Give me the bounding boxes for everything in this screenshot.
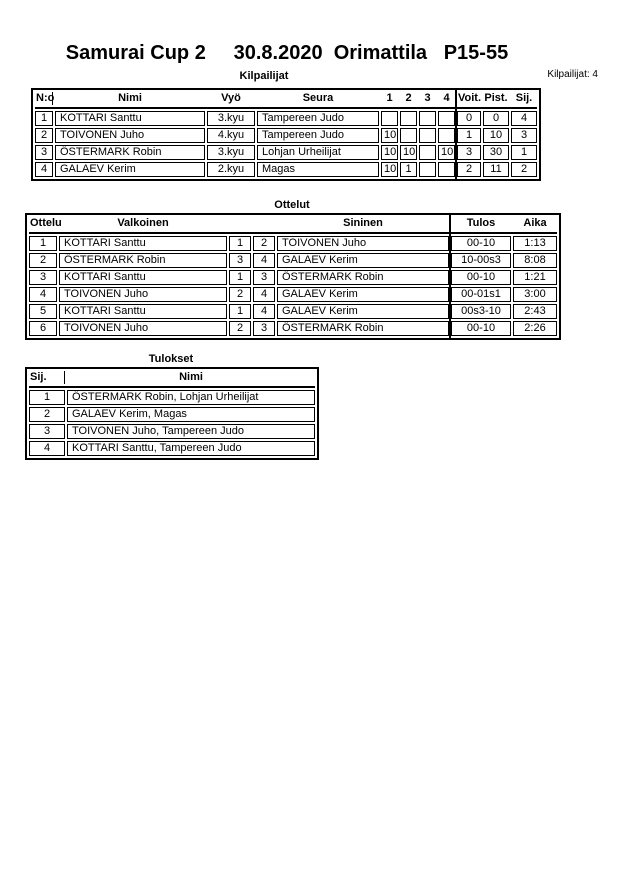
match-time: 2:26 <box>513 321 557 336</box>
blue-player-number: 2 <box>253 236 275 251</box>
column-header: Sininen <box>343 217 383 229</box>
match-result: 00-10 <box>451 236 511 251</box>
table-row <box>35 145 537 160</box>
column-header: Pist. <box>484 92 508 104</box>
match-points-cell <box>419 111 436 126</box>
match-number: 1 <box>29 236 57 251</box>
white-player-number: 1 <box>229 270 251 285</box>
table-row <box>29 287 557 302</box>
points-cell: 10 <box>483 128 509 143</box>
blue-player-name: ÖSTERMARK Robin <box>277 321 449 336</box>
white-player-name: TOIVONEN Juho <box>59 287 227 302</box>
blue-player-number: 4 <box>253 304 275 319</box>
matches-table <box>25 213 561 340</box>
competitor-number: 4 <box>35 162 53 177</box>
competitor-number: 3 <box>35 145 53 160</box>
competitor-name: GALAEV Kerim <box>55 162 205 177</box>
competitor-belt: 4.kyu <box>207 128 255 143</box>
match-number: 5 <box>29 304 57 319</box>
match-number: 3 <box>29 270 57 285</box>
competitor-name: ÖSTERMARK Robin <box>55 145 205 160</box>
match-time: 8:08 <box>513 253 557 268</box>
place-cell: 4 <box>29 441 65 456</box>
white-player-number: 2 <box>229 287 251 302</box>
match-points-cell <box>419 162 436 177</box>
wins-cell: 0 <box>457 111 481 126</box>
blue-player-name: ÖSTERMARK Robin <box>277 270 449 285</box>
blue-player-number: 4 <box>253 287 275 302</box>
column-header: Aika <box>523 217 547 229</box>
place-cell: 3 <box>29 424 65 439</box>
column-header: Sij. <box>515 92 533 104</box>
match-points-cell <box>419 128 436 143</box>
column-divider <box>455 88 457 181</box>
match-number: 2 <box>29 253 57 268</box>
column-header: N:o <box>36 92 55 104</box>
blue-player-number: 3 <box>253 270 275 285</box>
match-time: 1:13 <box>513 236 557 251</box>
place-cell: 4 <box>511 111 537 126</box>
white-player-number: 1 <box>229 236 251 251</box>
column-divider <box>449 213 451 340</box>
column-header: Ottelu <box>30 217 62 229</box>
match-time: 2:43 <box>513 304 557 319</box>
white-player-name: KOTTARI Santtu <box>59 270 227 285</box>
section-label-tulokset: Tulokset <box>148 353 194 365</box>
competitor-number: 1 <box>35 111 53 126</box>
competitor-belt: 3.kyu <box>207 145 255 160</box>
white-player-name: TOIVONEN Juho <box>59 321 227 336</box>
column-header: Seura <box>302 92 334 104</box>
match-points-cell: 10 <box>438 145 455 160</box>
section-label-ottelut: Ottelut <box>274 199 310 211</box>
competitor-club: Magas <box>257 162 379 177</box>
match-points-cell <box>438 128 455 143</box>
place-cell: 1 <box>29 390 65 405</box>
points-cell: 11 <box>483 162 509 177</box>
match-result: 10-00s3 <box>451 253 511 268</box>
table-row <box>35 111 537 126</box>
white-player-number: 2 <box>229 321 251 336</box>
wins-cell: 1 <box>457 128 481 143</box>
table-row <box>29 407 315 422</box>
match-points-cell <box>381 111 398 126</box>
competitor-club: Lohjan Urheilijat <box>257 145 379 160</box>
wins-cell: 3 <box>457 145 481 160</box>
column-header: 4 <box>443 92 450 104</box>
match-points-cell <box>400 111 417 126</box>
column-header: Voit. <box>458 92 482 104</box>
table-row <box>29 321 557 336</box>
column-header: Tulos <box>466 217 496 229</box>
table-row <box>29 270 557 285</box>
page-title: Samurai Cup 2 30.8.2020 Orimattila P15-55 <box>65 42 509 64</box>
results-table <box>25 367 319 460</box>
white-player-name: KOTTARI Santtu <box>59 304 227 319</box>
table-row <box>35 128 537 143</box>
competitor-name: TOIVONEN Juho <box>55 128 205 143</box>
table-row <box>29 441 315 456</box>
result-name: ÖSTERMARK Robin, Lohjan Urheilijat <box>67 390 315 405</box>
column-header: Valkoinen <box>117 217 169 229</box>
match-result: 00s3-10 <box>451 304 511 319</box>
match-points-cell <box>438 111 455 126</box>
blue-player-name: GALAEV Kerim <box>277 287 449 302</box>
column-header: Nimi <box>179 371 203 383</box>
match-points-cell: 10 <box>400 145 417 160</box>
table-header-row <box>35 92 537 105</box>
match-points-cell <box>438 162 455 177</box>
match-points-cell: 10 <box>381 128 398 143</box>
section-label-kilpailijat: Kilpailijat <box>239 70 289 82</box>
header-separator <box>29 232 557 234</box>
column-header: 3 <box>424 92 431 104</box>
table-header-row <box>29 371 315 384</box>
wins-cell: 2 <box>457 162 481 177</box>
competitor-club: Tampereen Judo <box>257 111 379 126</box>
competitors-table <box>31 88 541 181</box>
blue-player-name: GALAEV Kerim <box>277 304 449 319</box>
blue-player-name: TOIVONEN Juho <box>277 236 449 251</box>
competitor-club: Tampereen Judo <box>257 128 379 143</box>
column-header <box>229 217 251 230</box>
column-header: Vyö <box>221 92 241 104</box>
match-number: 6 <box>29 321 57 336</box>
competitor-number: 2 <box>35 128 53 143</box>
match-number: 4 <box>29 287 57 302</box>
table-row <box>29 304 557 319</box>
table-row <box>29 424 315 439</box>
match-points-cell: 10 <box>381 162 398 177</box>
match-result: 00-10 <box>451 321 511 336</box>
white-player-number: 3 <box>229 253 251 268</box>
result-name: TOIVONEN Juho, Tampereen Judo <box>67 424 315 439</box>
match-result: 00-10 <box>451 270 511 285</box>
points-cell: 30 <box>483 145 509 160</box>
header-separator <box>29 386 315 388</box>
match-time: 3:00 <box>513 287 557 302</box>
blue-player-number: 3 <box>253 321 275 336</box>
result-name: KOTTARI Santtu, Tampereen Judo <box>67 441 315 456</box>
match-points-cell: 1 <box>400 162 417 177</box>
points-cell: 0 <box>483 111 509 126</box>
header-separator <box>35 107 537 109</box>
white-player-name: ÖSTERMARK Robin <box>59 253 227 268</box>
table-row <box>35 162 537 177</box>
match-result: 00-01s1 <box>451 287 511 302</box>
competitor-belt: 3.kyu <box>207 111 255 126</box>
competitor-belt: 2.kyu <box>207 162 255 177</box>
place-cell: 2 <box>29 407 65 422</box>
blue-player-name: GALAEV Kerim <box>277 253 449 268</box>
column-header <box>253 217 275 230</box>
match-points-cell: 10 <box>381 145 398 160</box>
place-cell: 1 <box>511 145 537 160</box>
competitors-count: Kilpailijat: 4 <box>547 69 598 80</box>
column-header: Nimi <box>118 92 142 104</box>
blue-player-number: 4 <box>253 253 275 268</box>
place-cell: 3 <box>511 128 537 143</box>
white-player-number: 1 <box>229 304 251 319</box>
table-row <box>29 253 557 268</box>
match-points-cell <box>400 128 417 143</box>
white-player-name: KOTTARI Santtu <box>59 236 227 251</box>
place-cell: 2 <box>511 162 537 177</box>
match-points-cell <box>419 145 436 160</box>
column-header: 1 <box>386 92 393 104</box>
table-header-row <box>29 217 557 230</box>
match-time: 1:21 <box>513 270 557 285</box>
column-header: 2 <box>405 92 412 104</box>
column-header: Sij. <box>29 371 65 384</box>
table-row <box>29 236 557 251</box>
table-row <box>29 390 315 405</box>
competitor-name: KOTTARI Santtu <box>55 111 205 126</box>
result-name: GALAEV Kerim, Magas <box>67 407 315 422</box>
